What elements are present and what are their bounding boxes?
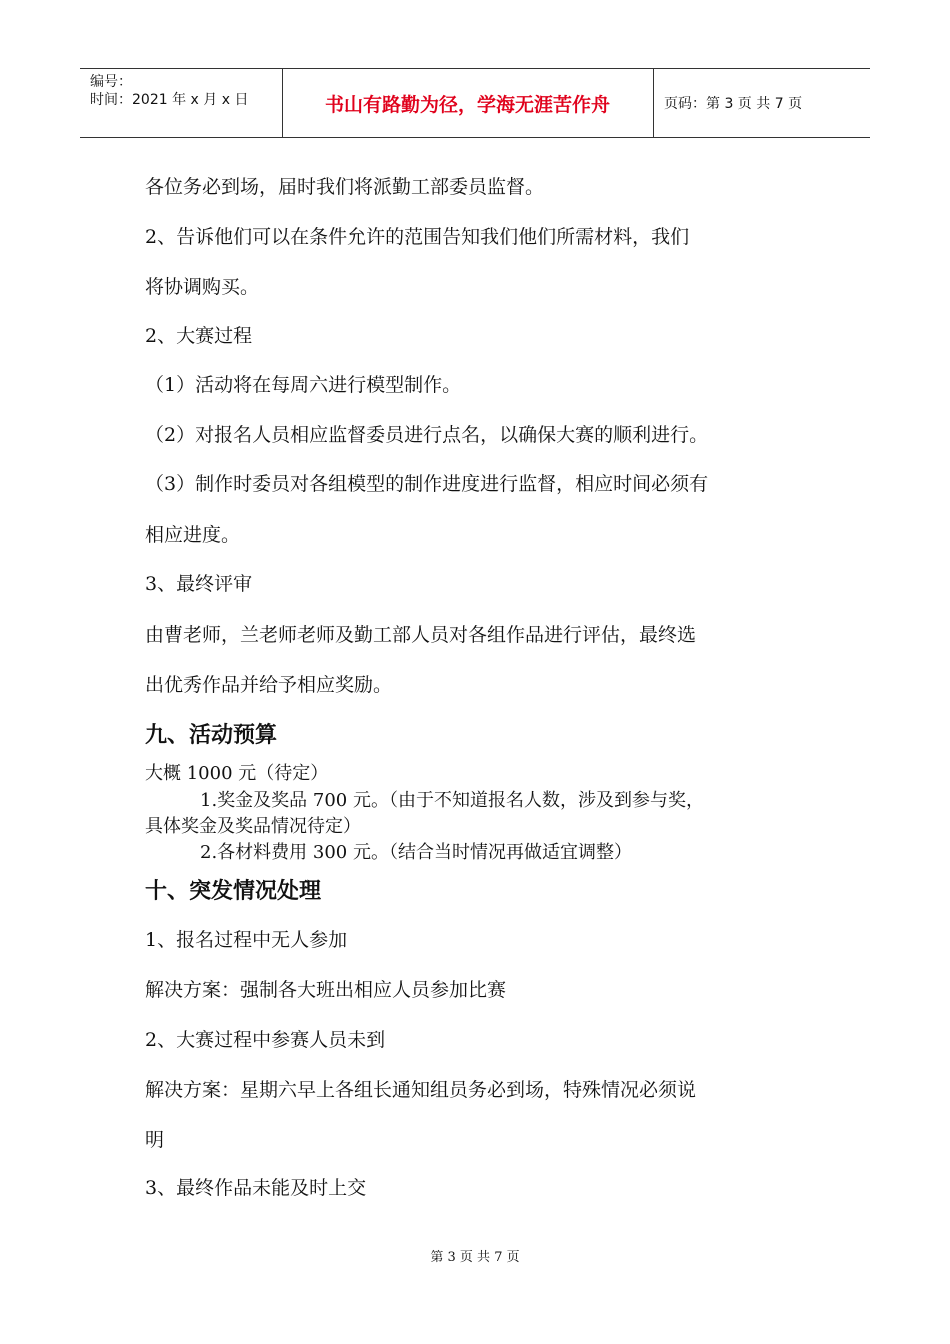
- body-line: （3）制作时委员对各组模型的制作进度进行监督，相应时间必须有: [145, 473, 709, 495]
- time-label: 时间：2021 年 x 月 x 日: [90, 92, 249, 108]
- body-line: 将协调购买。: [145, 276, 260, 298]
- heading-budget: 九、活动预算: [145, 723, 278, 748]
- header-meta: [80, 69, 283, 137]
- section-subheading: 3、最终作品未能及时上交: [145, 1177, 367, 1199]
- budget-line: 1.奖金及奖品 700 元。（由于不知道报名人数，涉及到参与奖，: [200, 790, 704, 811]
- header-motto: 书山有路勤为径，学海无涯苦作舟: [282, 69, 654, 137]
- budget-line: 具体奖金及奖品情况待定）: [145, 816, 361, 837]
- body-line: 出优秀作品并给予相应奖励。: [145, 674, 393, 696]
- section-subheading: 1、报名过程中无人参加: [145, 929, 348, 951]
- header-page-info: 页码：第 3 页 共 7 页: [664, 96, 803, 112]
- number-label: 编号：: [90, 74, 132, 90]
- page-footer: 第 3 页 共 7 页: [430, 1250, 520, 1265]
- body-line: （1）活动将在每周六进行模型制作。: [145, 374, 462, 396]
- budget-line: 大概 1000 元（待定）: [145, 763, 329, 784]
- body-line: （2）对报名人员相应监督委员进行点名，以确保大赛的顺利进行。: [145, 424, 709, 446]
- body-line: 解决方案：星期六早上各组长通知组员务必到场，特殊情况必须说: [145, 1079, 697, 1101]
- body-line: 各位务必到场，届时我们将派勤工部委员监督。: [145, 176, 545, 198]
- section-subheading: 2、大赛过程中参赛人员未到: [145, 1029, 386, 1051]
- body-line: 由曹老师，兰老师老师及勤工部人员对各组作品进行评估，最终选: [145, 624, 697, 646]
- body-line: 明: [145, 1129, 165, 1151]
- heading-emergency: 十、突发情况处理: [145, 879, 322, 904]
- page-header: [80, 68, 870, 138]
- body-line: 2、告诉他们可以在条件允许的范围告知我们他们所需材料，我们: [145, 226, 690, 248]
- body-line: 相应进度。: [145, 524, 241, 546]
- body-line: 解决方案：强制各大班出相应人员参加比赛: [145, 979, 507, 1001]
- section-subheading: 2、大赛过程: [145, 325, 253, 347]
- budget-line: 2.各材料费用 300 元。（结合当时情况再做适宜调整）: [200, 842, 632, 863]
- section-subheading: 3、最终评审: [145, 573, 253, 595]
